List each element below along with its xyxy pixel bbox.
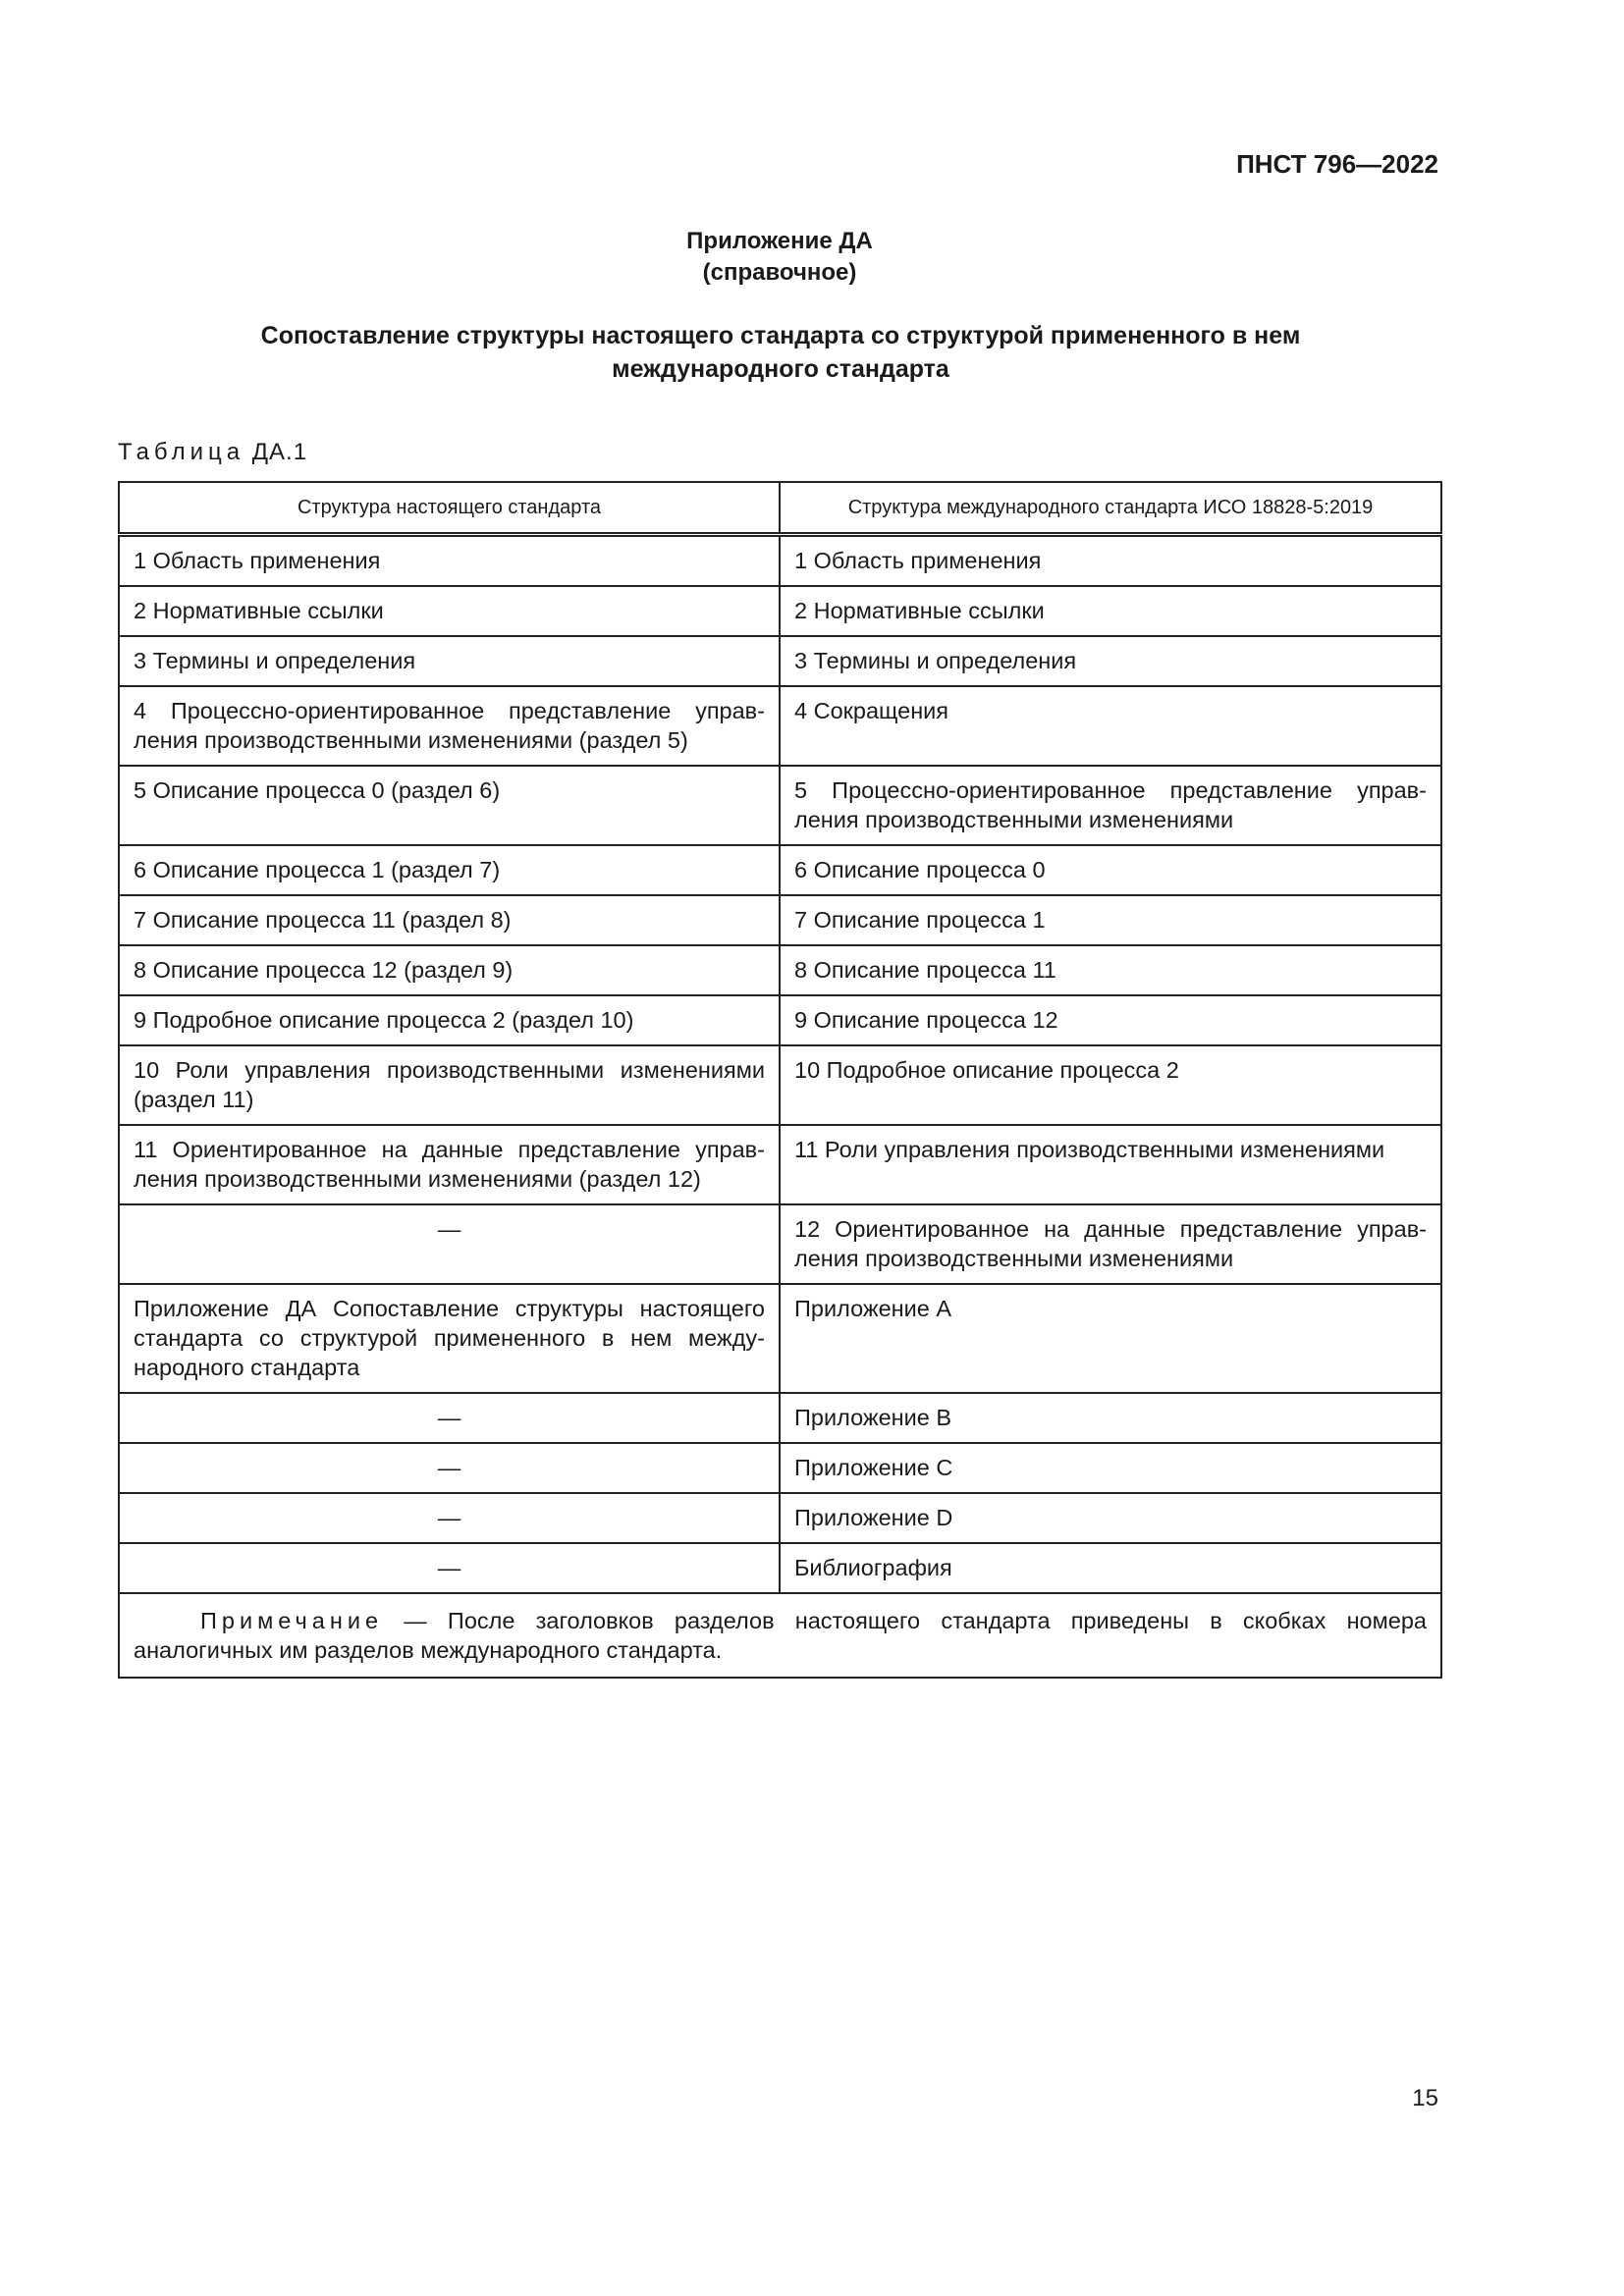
table-row: [119, 636, 1441, 686]
cell-text-line: 3 Термины и определения: [794, 648, 1077, 673]
cell-international-section: [780, 1393, 1441, 1443]
cell-text-line: ления производственными изменениями: [794, 807, 1234, 832]
cell-text-line: 3 Термины и определения: [134, 648, 416, 673]
cell-text-line: —: [437, 1405, 461, 1430]
cell-text-line: —: [437, 1216, 461, 1242]
table-row: [119, 1443, 1441, 1493]
cell-international-section: [780, 1493, 1441, 1543]
cell-text-line: 6 Описание процесса 0: [794, 857, 1046, 882]
table-row: [119, 586, 1441, 636]
cell-international-section: [780, 995, 1441, 1045]
cell-text-line: 2 Нормативные ссылки: [134, 598, 384, 623]
table-row: [119, 535, 1441, 587]
cell-international-section: [780, 586, 1441, 636]
note-label: Примечание: [200, 1608, 384, 1633]
cell-international-section: [780, 1543, 1441, 1593]
cell-international-section: [780, 1284, 1441, 1393]
cell-text-line: 10 Подробное описание процесса 2: [794, 1057, 1179, 1083]
annex-heading: [0, 226, 1559, 289]
annex-type: (справочное): [702, 259, 857, 286]
cell-international-section: [780, 845, 1441, 895]
cell-international-section: [780, 945, 1441, 995]
table-row: [119, 995, 1441, 1045]
cell-national-section: [119, 686, 780, 766]
cell-international-section: [780, 686, 1441, 766]
cell-text-line: 7 Описание процесса 11 (раздел 8): [134, 907, 512, 933]
note-text: — После заголовков разделов настоящего стандарта приведены в скобках номера: [383, 1608, 1427, 1633]
cell-international-section: [780, 1204, 1441, 1284]
table-row: [119, 1284, 1441, 1393]
cell-text-line: 6 Описание процесса 1 (раздел 7): [134, 857, 501, 882]
section-title-line: Сопоставление структуры настоящего стандарта со структурой примененного в нем: [260, 322, 1301, 349]
cell-international-section: [780, 1045, 1441, 1125]
cell-text-line: 2 Нормативные ссылки: [794, 598, 1045, 623]
table-note: [119, 1593, 1441, 1678]
annex-title: Приложение ДА: [686, 228, 873, 254]
cell-text-line: 10 Роли управления производственными изменениями: [134, 1057, 765, 1083]
table-row: [119, 945, 1441, 995]
table-row: [119, 1204, 1441, 1284]
section-title: [147, 319, 1414, 386]
cell-national-section: [119, 845, 780, 895]
cell-text-line: 11 Ориентированное на данные представление управ-: [134, 1137, 765, 1162]
cell-text-line: стандарта со структурой примененного в нем между-: [134, 1325, 765, 1351]
cell-national-section: [119, 1393, 780, 1443]
cell-international-section: [780, 636, 1441, 686]
cell-text-line: —: [437, 1455, 461, 1480]
cell-text-line: 5 Описание процесса 0 (раздел 6): [134, 777, 501, 803]
table-row: [119, 1045, 1441, 1125]
table-caption: [118, 439, 307, 466]
column-header-national: Структура настоящего стандарта: [119, 482, 780, 535]
cell-text-line: ления производственными изменениями: [794, 1246, 1234, 1271]
cell-text-line: 8 Описание процесса 12 (раздел 9): [134, 957, 514, 983]
table-caption-label: Таблица: [118, 439, 245, 465]
cell-text-line: Библиография: [794, 1555, 952, 1580]
cell-national-section: [119, 895, 780, 945]
section-title-line: международного стандарта: [612, 355, 949, 383]
cell-international-section: [780, 1443, 1441, 1493]
cell-international-section: [780, 766, 1441, 845]
cell-national-section: [119, 1493, 780, 1543]
cell-text-line: ления производственными изменениями (раздел 12): [134, 1166, 701, 1192]
cell-text-line: 8 Описание процесса 11: [794, 957, 1056, 983]
structure-comparison-table: [118, 481, 1442, 1679]
table-row: [119, 1125, 1441, 1204]
cell-text-line: (раздел 11): [134, 1087, 254, 1112]
column-header-international: Структура международного стандарта ИСО 18828-5:2019: [780, 482, 1441, 535]
cell-text-line: 1 Область применения: [794, 548, 1042, 573]
cell-text-line: —: [437, 1555, 461, 1580]
page-number: 15: [1412, 2085, 1438, 2111]
table-row: [119, 766, 1441, 845]
table-row: [119, 686, 1441, 766]
cell-international-section: [780, 1125, 1441, 1204]
table-row: [119, 895, 1441, 945]
cell-national-section: [119, 1284, 780, 1393]
cell-text-line: Приложение С: [794, 1455, 953, 1480]
cell-text-line: народного стандарта: [134, 1355, 360, 1380]
cell-text-line: Приложение D: [794, 1505, 953, 1530]
cell-national-section: [119, 995, 780, 1045]
table-header-row: [119, 482, 1441, 535]
cell-text-line: Приложение А: [794, 1296, 952, 1321]
cell-national-section: [119, 1125, 780, 1204]
cell-text-line: 5 Процессно-ориентированное представление управ-: [794, 777, 1427, 803]
table-caption-number: ДА.1: [251, 439, 308, 465]
table-row: [119, 1543, 1441, 1593]
cell-text-line: 7 Описание процесса 1: [794, 907, 1046, 933]
cell-national-section: [119, 1543, 780, 1593]
cell-text-line: 4 Сокращения: [794, 698, 949, 723]
cell-text-line: ления производственными изменениями (раздел 5): [134, 727, 688, 753]
cell-text-line: —: [437, 1505, 461, 1530]
cell-text-line: Приложение ДА Сопоставление структуры настоящего: [134, 1296, 765, 1321]
cell-national-section: [119, 586, 780, 636]
cell-text-line: 9 Описание процесса 12: [794, 1007, 1058, 1033]
cell-text-line: 9 Подробное описание процесса 2 (раздел 10): [134, 1007, 634, 1033]
cell-national-section: [119, 1045, 780, 1125]
table-note-row: [119, 1593, 1441, 1678]
cell-text-line: Приложение В: [794, 1405, 952, 1430]
table-row: [119, 1393, 1441, 1443]
cell-text-line: 12 Ориентированное на данные представление управ-: [794, 1216, 1427, 1242]
cell-national-section: [119, 1443, 780, 1493]
cell-international-section: [780, 535, 1441, 587]
cell-text-line: 4 Процессно-ориентированное представление управ-: [134, 698, 765, 723]
cell-national-section: [119, 636, 780, 686]
cell-text-line: 1 Область применения: [134, 548, 381, 573]
cell-national-section: [119, 1204, 780, 1284]
document-code: ПНСТ 796—2022: [1236, 149, 1438, 179]
note-text: аналогичных им разделов международного стандарта.: [134, 1637, 723, 1663]
cell-national-section: [119, 945, 780, 995]
table-row: [119, 845, 1441, 895]
table-row: [119, 1493, 1441, 1543]
cell-text-line: 11 Роли управления производственными изменениями: [794, 1137, 1385, 1162]
cell-national-section: [119, 766, 780, 845]
cell-national-section: [119, 535, 780, 587]
cell-international-section: [780, 895, 1441, 945]
